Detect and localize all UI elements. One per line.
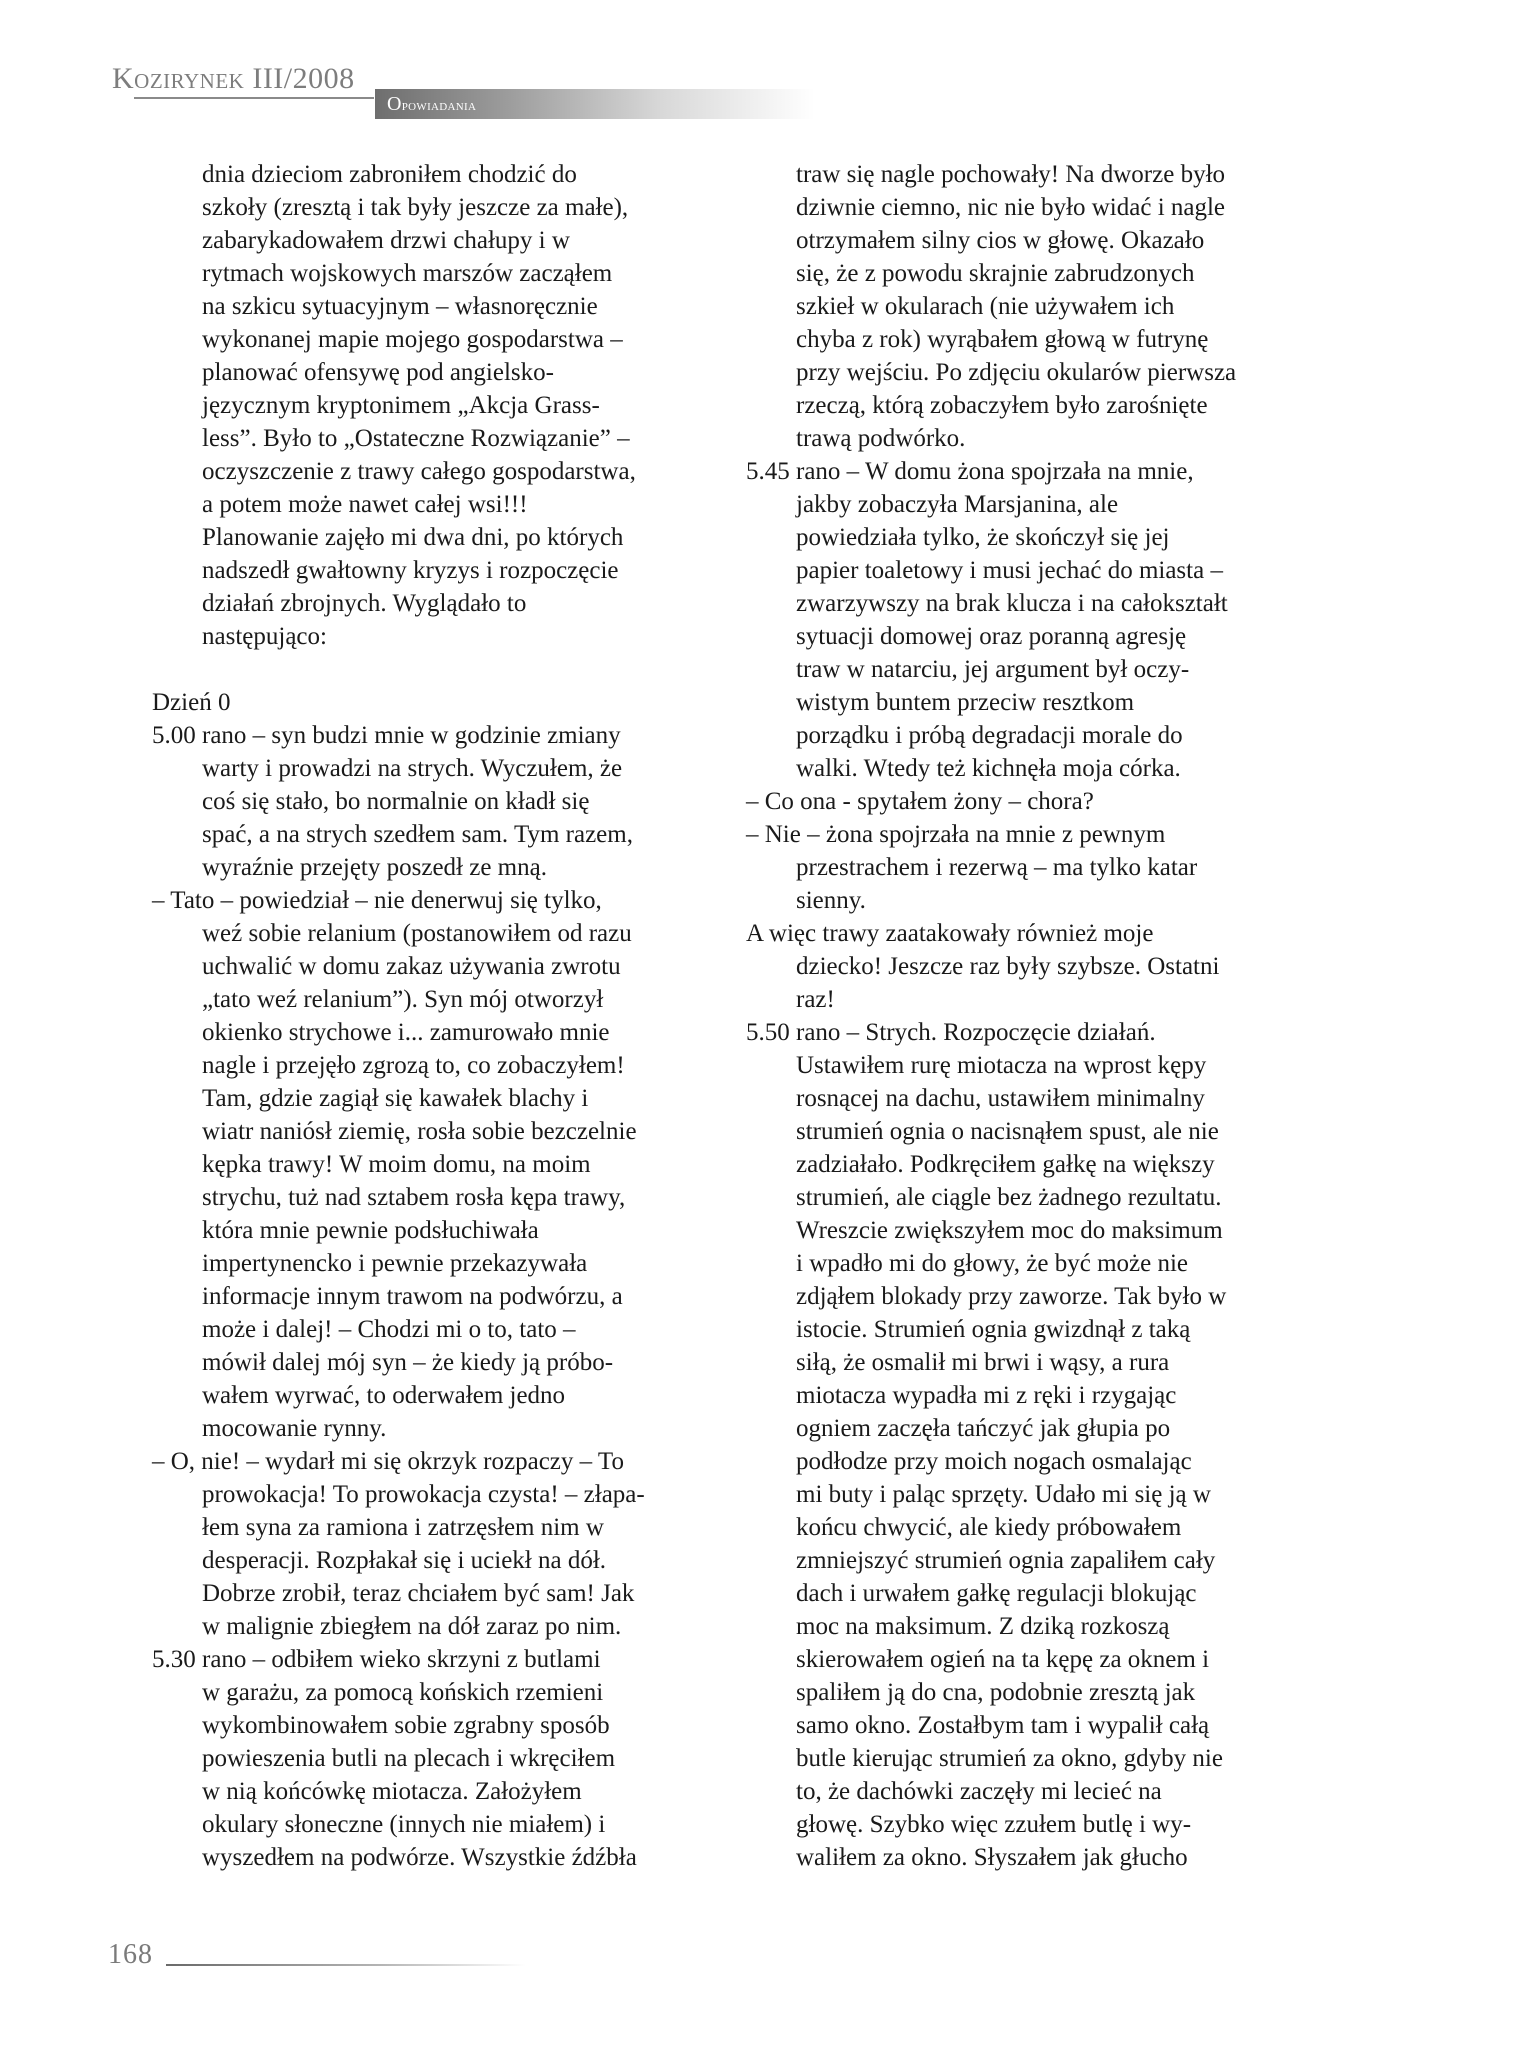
text-line: się, że z powodu skrajnie zabrudzonych <box>796 260 1195 287</box>
text-line: dziecko! Jeszcze raz były szybsze. Ostatni <box>796 953 1220 980</box>
text-line: walki. Wtedy też kichnęła moja córka. <box>796 755 1181 782</box>
text-line: chyba z rok) wyrąbałem głową w futrynę <box>796 326 1209 353</box>
text-line: mówił dalej mój syn – że kiedy ją próbo- <box>202 1349 614 1376</box>
text-line: Dobrze zrobił, teraz chciałem być sam! Jak <box>202 1580 635 1607</box>
text-line: – Nie – żona spojrzała na mnie z pewnym <box>746 821 1166 848</box>
text-line: impertynencko i pewnie przekazywała <box>202 1250 588 1277</box>
text-line: dnia dzieciom zabroniłem chodzić do <box>202 161 577 188</box>
text-line: jakby zobaczyła Marsjanina, ale <box>796 491 1119 518</box>
text-line: wałem wyrwać, to oderwałem jedno <box>202 1382 566 1409</box>
text-column-right <box>746 158 1376 1874</box>
text-line: moc na maksimum. Z dziką rozkoszą <box>796 1613 1170 1640</box>
text-line: wiatr naniósł ziemię, rosła sobie bezczelnie <box>202 1118 637 1145</box>
text-line: warty i prowadzi na strych. Wyczułem, że <box>202 755 623 782</box>
text-line: przy wejściu. Po zdjęciu okularów pierwsza <box>796 359 1237 386</box>
text-line: „tato weź relanium”). Syn mój otworzył <box>202 986 604 1013</box>
text-line: w nią końcówkę miotacza. Założyłem <box>202 1778 582 1805</box>
text-line: wyszedłem na podwórze. Wszystkie źdźbła <box>202 1844 637 1871</box>
text-line: Planowanie zajęło mi dwa dni, po których <box>202 524 624 551</box>
text-line: wyraźnie przejęty poszedł ze mną. <box>202 854 547 881</box>
text-line: następująco: <box>202 623 327 650</box>
text-line: strumień ognia o nacisnąłem spust, ale nie <box>796 1118 1219 1145</box>
text-line: samo okno. Zostałbym tam i wypalił całą <box>796 1712 1210 1739</box>
text-line: może i dalej! – Chodzi mi o to, tato – <box>202 1316 576 1343</box>
text-line: a potem może nawet całej wsi!!! <box>202 491 528 518</box>
text-line: 5.30 rano – odbiłem wieko skrzyni z butlami <box>152 1646 601 1673</box>
text-line: traw w natarciu, jej argument był oczy- <box>796 656 1190 683</box>
text-line: skierowałem ogień na ta kępę za oknem i <box>796 1646 1210 1673</box>
journal-title: Kozirynek III/2008 <box>112 62 355 95</box>
page-footer <box>108 1940 528 1970</box>
section-heading: Dzień 0 <box>152 689 231 716</box>
text-line: butle kierując strumień za okno, gdyby nie <box>796 1745 1223 1772</box>
text-line: dach i urwałem gałkę regulacji blokując <box>796 1580 1197 1607</box>
text-line: otrzymałem silny cios w głowę. Okazało <box>796 227 1205 254</box>
text-line: oczyszczenie z trawy całego gospodarstwa, <box>202 458 636 485</box>
running-header <box>112 62 712 122</box>
text-line: szkieł w okularach (nie używałem ich <box>796 293 1175 320</box>
text-line: rzeczą, którą zobaczyłem było zarośnięte <box>796 392 1208 419</box>
text-line: powieszenia butli na plecach i wkręciłem <box>202 1745 616 1772</box>
text-line: planować ofensywę pod angielsko- <box>202 359 554 386</box>
text-line: mi buty i paląc sprzęty. Udało mi się ją w <box>796 1481 1211 1508</box>
text-line: rytmach wojskowych marszów zacząłem <box>202 260 613 287</box>
text-line: głowę. Szybko więc zzułem butlę i wy- <box>796 1811 1192 1838</box>
text-line: okienko strychowe i... zamurowało mnie <box>202 1019 610 1046</box>
text-line: rosnącej na dachu, ustawiłem minimalny <box>796 1085 1205 1112</box>
text-line: w garażu, za pomocą końskich rzemieni <box>202 1679 604 1706</box>
text-line: Ustawiłem rurę miotacza na wprost kępy <box>796 1052 1207 1079</box>
text-line: Wreszcie zwiększyłem moc do maksimum <box>796 1217 1223 1244</box>
text-line: – Tato – powiedział – nie denerwuj się tylko, <box>152 887 602 914</box>
text-line: podłodze przy moich nogach osmalając <box>796 1448 1192 1475</box>
text-line: zmniejszyć strumień ognia zapaliłem cały <box>796 1547 1216 1574</box>
text-line: wistym buntem przeciw resztkom <box>796 689 1135 716</box>
text-line: – Co ona - spytałem żony – chora? <box>746 788 1094 815</box>
text-line: która mnie pewnie podsłuchiwała <box>202 1217 539 1244</box>
header-rule <box>134 97 374 99</box>
text-line: działań zbrojnych. Wyglądało to <box>202 590 527 617</box>
text-line: wykombinowałem sobie zgrabny sposób <box>202 1712 610 1739</box>
text-line: dziwnie ciemno, nic nie było widać i nagle <box>796 194 1226 221</box>
text-line: wykonanej mapie mojego gospodarstwa – <box>202 326 623 353</box>
text-line: zadziałało. Podkręciłem gałkę na większy <box>796 1151 1215 1178</box>
text-line: 5.45 rano – W domu żona spojrzała na mnie, <box>746 458 1194 485</box>
text-line: i wpadło mi do głowy, że być może nie <box>796 1250 1189 1277</box>
page-number: 168 <box>108 1939 153 1970</box>
text-line: less”. Było to „Ostateczne Rozwiązanie” – <box>202 425 630 452</box>
text-line: waliłem za okno. Słyszałem jak głucho <box>796 1844 1188 1871</box>
text-line: desperacji. Rozpłakał się i uciekł na dół. <box>202 1547 607 1574</box>
footer-rule <box>166 1964 526 1966</box>
text-line: prowokacja! To prowokacja czysta! – złapa- <box>202 1481 645 1508</box>
text-line: raz! <box>796 986 835 1013</box>
section-band <box>375 89 815 119</box>
paragraph-gap <box>202 653 772 686</box>
text-line: nagle i przejęło zgrozą to, co zobaczyłem! <box>202 1052 625 1079</box>
text-line: 5.50 rano – Strych. Rozpoczęcie działań. <box>746 1019 1156 1046</box>
text-line: na szkicu sytuacyjnym – własnoręcznie <box>202 293 598 320</box>
text-line: sienny. <box>796 887 866 914</box>
section-label: Opowiadania <box>387 93 477 115</box>
text-line: końcu chwycić, ale kiedy próbowałem <box>796 1514 1182 1541</box>
text-line: mocowanie rynny. <box>202 1415 387 1442</box>
text-line: kępka trawy! W moim domu, na moim <box>202 1151 591 1178</box>
text-line: A więc trawy zaatakowały również moje <box>746 920 1154 947</box>
text-line: ogniem zaczęła tańczyć jak głupia po <box>796 1415 1171 1442</box>
text-line: traw się nagle pochowały! Na dworze było <box>796 161 1226 188</box>
text-line: strychu, tuż nad sztabem rosła kępa trawy, <box>202 1184 626 1211</box>
text-line: papier toaletowy i musi jechać do miasta – <box>796 557 1223 584</box>
text-line: weź sobie relanium (postanowiłem od razu <box>202 920 632 947</box>
text-line: zwarzywszy na brak klucza i na całokształt <box>796 590 1228 617</box>
text-line: 5.00 rano – syn budzi mnie w godzinie zmiany <box>152 722 621 749</box>
text-line: spaliłem ją do cna, podobnie zresztą jak <box>796 1679 1196 1706</box>
text-line: powiedziała tylko, że skończył się jej <box>796 524 1170 551</box>
text-line: sytuacji domowej oraz poranną agresję <box>796 623 1187 650</box>
text-line: coś się stało, bo normalnie on kładł się <box>202 788 590 815</box>
text-line: łem syna za ramiona i zatrzęsłem nim w <box>202 1514 604 1541</box>
text-line: informacje innym trawom na podwórzu, a <box>202 1283 623 1310</box>
text-line: zabarykadowałem drzwi chałupy i w <box>202 227 570 254</box>
text-column-left <box>152 158 772 1874</box>
text-line: porządku i próbą degradacji morale do <box>796 722 1183 749</box>
text-line: okulary słoneczne (innych nie miałem) i <box>202 1811 606 1838</box>
text-line: Tam, gdzie zagiął się kawałek blachy i <box>202 1085 589 1112</box>
text-line: uchwalić w domu zakaz używania zwrotu <box>202 953 621 980</box>
text-line: trawą podwórko. <box>796 425 966 452</box>
text-line: – O, nie! – wydarł mi się okrzyk rozpaczy – To <box>152 1448 624 1475</box>
text-line: to, że dachówki zaczęły mi lecieć na <box>796 1778 1162 1805</box>
text-line: zdjąłem blokady przy zaworze. Tak było w <box>796 1283 1227 1310</box>
text-line: języcznym kryptonimem „Akcja Grass- <box>202 392 600 419</box>
text-line: przestrachem i rezerwą – ma tylko katar <box>796 854 1198 881</box>
text-line: miotacza wypadła mi z ręki i rzygając <box>796 1382 1177 1409</box>
text-line: w malignie zbiegłem na dół zaraz po nim. <box>202 1613 622 1640</box>
text-line: szkoły (zresztą i tak były jeszcze za małe), <box>202 194 629 221</box>
text-line: spać, a na strych szedłem sam. Tym razem, <box>202 821 633 848</box>
text-line: istocie. Strumień ognia gwizdnął z taką <box>796 1316 1191 1343</box>
text-line: siłą, że osmalił mi brwi i wąsy, a rura <box>796 1349 1170 1376</box>
text-line: strumień, ale ciągle bez żadnego rezultatu. <box>796 1184 1222 1211</box>
text-line: nadszedł gwałtowny kryzys i rozpoczęcie <box>202 557 619 584</box>
